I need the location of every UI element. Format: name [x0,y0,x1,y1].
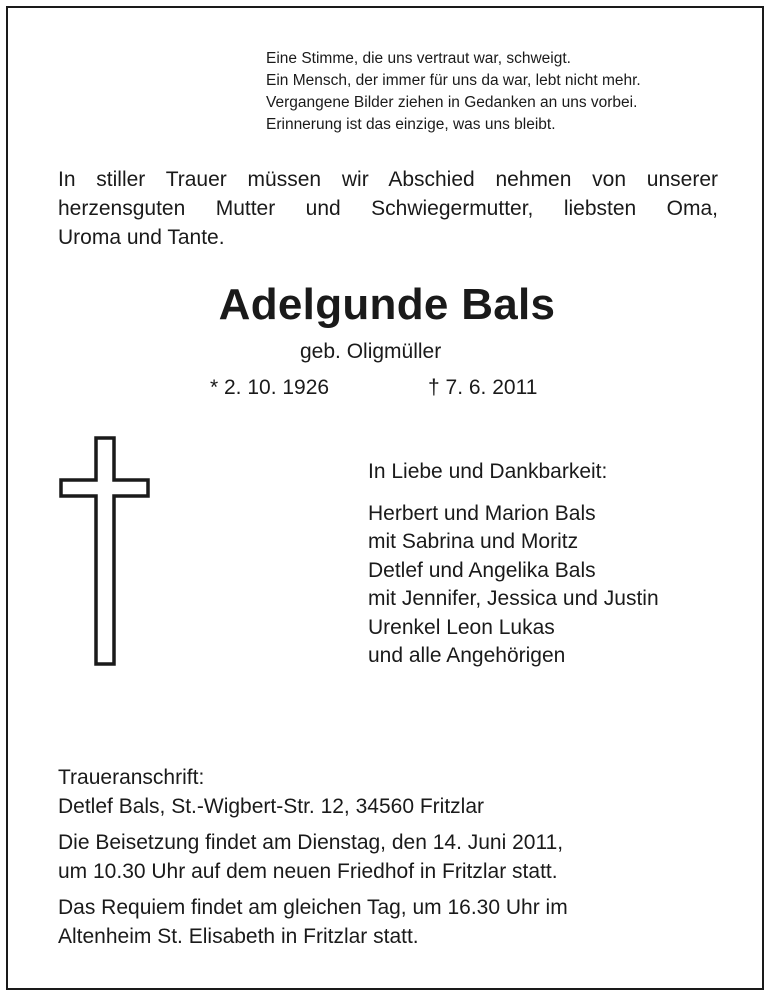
death-date: † 7. 6. 2011 [428,376,538,399]
family-member: mit Sabrina und Moritz [368,530,579,553]
memorial-poem [266,48,641,136]
poem-line: Ein Mensch, der immer für uns da war, lebt nicht mehr. [266,72,641,89]
intro-text [58,165,718,252]
funeral-notice [58,829,568,886]
family-member: Detlef und Angelika Bals [368,558,596,582]
funeral-line: Die Beisetzung findet am Dienstag, den 14. Juni 2011, [58,831,564,854]
poem-line: Eine Stimme, die uns vertraut war, schweigt. [266,50,571,67]
family-member: mit Jennifer, Jessica und Justin [368,587,659,610]
funeral-line: um 10.30 Uhr auf dem neuen Friedhof in Fritzlar statt. [58,859,558,883]
poem-line: Vergangene Bilder ziehen in Gedanken an uns vorbei. [266,94,638,111]
requiem-notice [58,894,568,951]
address-line: Detlef Bals, St.-Wigbert-Str. 12, 34560 Fritzlar [58,794,484,818]
birth-date: * 2. 10. 1926 [210,376,330,399]
requiem-line: Das Requiem findet am gleichen Tag, um 16.30 Uhr im [58,896,568,919]
family-member: Urenkel Leon Lukas [368,615,555,639]
deceased-name: Adelgunde Bals [218,280,556,329]
maiden-name: geb. Oligmüller [300,340,442,363]
intro-line: In stiller Trauer müssen wir Abschied nehmen von unserer [58,168,718,191]
latin-cross-icon [58,436,152,666]
family-member: und alle Angehörigen [368,644,566,667]
family-member: Herbert und Marion Bals [368,501,596,525]
family-list [368,458,659,671]
intro-line: herzensguten Mutter und Schwiegermutter, liebsten Oma, [58,197,718,220]
requiem-line: Altenheim St. Elisabeth in Fritzlar statt. [58,924,419,948]
notices-block [58,764,568,959]
intro-line: Uroma und Tante. [58,226,225,249]
mourning-address [58,764,568,821]
poem-line: Erinnerung ist das einzige, was uns bleibt. [266,116,556,133]
address-label: Traueranschrift: [58,766,205,789]
family-lead: In Liebe und Dankbarkeit: [368,460,608,483]
